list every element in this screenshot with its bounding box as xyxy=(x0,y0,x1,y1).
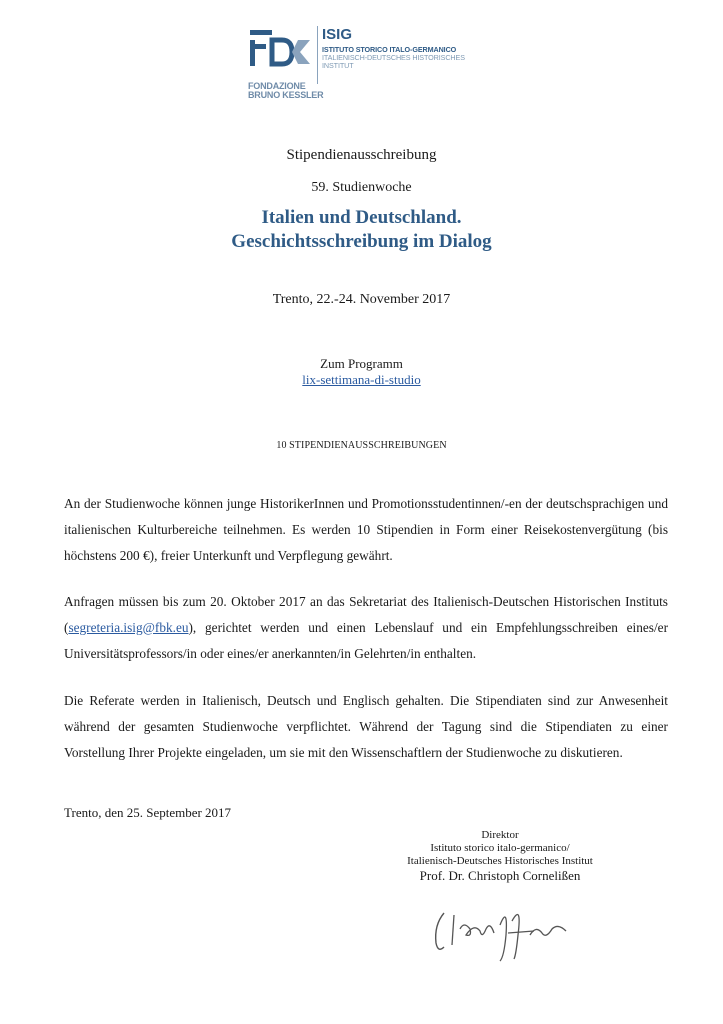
paragraph-application: Anfragen müssen bis zum 20. Oktober 2017 an das Sekretariat des Italienisch-Deutschen Historischen Instituts (segreteria.isig@fbk.eu), gerichtet werden und einen Lebenslauf und ein Empfehlungsschreiben eines/er Universitätsprofessors/in oder eines/er anerkannten/in Gelehrten/in enthalten. xyxy=(64,594,668,661)
institute-german: Italienisch-Deutsches Historisches Institut xyxy=(407,855,593,867)
signature-block xyxy=(380,829,620,884)
program-label: Zum Programm xyxy=(320,356,403,371)
isig-german-name: ITALIENISCH-DEUTSCHES HISTORISCHES INSTITUT xyxy=(322,53,465,70)
signer-role: Direktor xyxy=(481,829,519,841)
fbk-logo-mark-icon xyxy=(248,26,314,82)
program-link[interactable]: lix-settimana-di-studio xyxy=(302,372,421,387)
program-section xyxy=(0,356,723,388)
signer-name: Prof. Dr. Christoph Cornelißen xyxy=(419,868,581,883)
isig-title: ISIG xyxy=(322,26,353,43)
study-week-number: 59. Studienwoche xyxy=(311,180,412,195)
place-date: Trento, 22.-24. November 2017 xyxy=(272,292,451,307)
fbk-name: FONDAZIONE BRUNO KESSLER xyxy=(248,81,324,100)
isig-italian-name: ISTITUTO STORICO ITALO-GERMANICO xyxy=(322,45,457,54)
document-title xyxy=(0,206,723,254)
scholarship-heading: 10 STIPENDIENAUSSCHREIBUNGEN xyxy=(276,440,447,451)
isig-block xyxy=(317,26,488,84)
dateline: Trento, den 25. September 2017 xyxy=(64,805,232,820)
institute-italian: Istituto storico italo-germanico/ xyxy=(430,842,570,854)
title-line-2: Geschichtsschreibung im Dialog xyxy=(231,231,492,252)
paragraph-eligibility: An der Studienwoche können junge HistorikerInnen und Promotionsstudentinnen/-en der deutschsprachigen und italienischen Kulturbereiche teilnehmen. Es werden 10 Stipendien in Form einer Reisekostenvergütung (bis höchstens 200 €), freier Unterkunft und Verpflegung gewährt. xyxy=(64,496,668,563)
header-logo xyxy=(248,26,488,110)
email-link[interactable]: segreteria.isig@fbk.eu xyxy=(68,620,189,635)
handwritten-signature-icon xyxy=(430,895,580,965)
title-line-1: Italien und Deutschland. xyxy=(261,207,462,228)
document-kind: Stipendienausschreibung xyxy=(286,147,437,163)
paragraph-languages: Die Referate werden in Italienisch, Deutsch und Englisch gehalten. Die Stipendiaten sind zur Anwesenheit während der gesamten Studienwoche verpflichtet. Während der Tagung sind die Stipendiaten zu einer Vorstellung Ihrer Projekte eingeladen, um sie mit den Wissenschaftlern der Studienwoche zu diskutieren. xyxy=(64,693,668,760)
